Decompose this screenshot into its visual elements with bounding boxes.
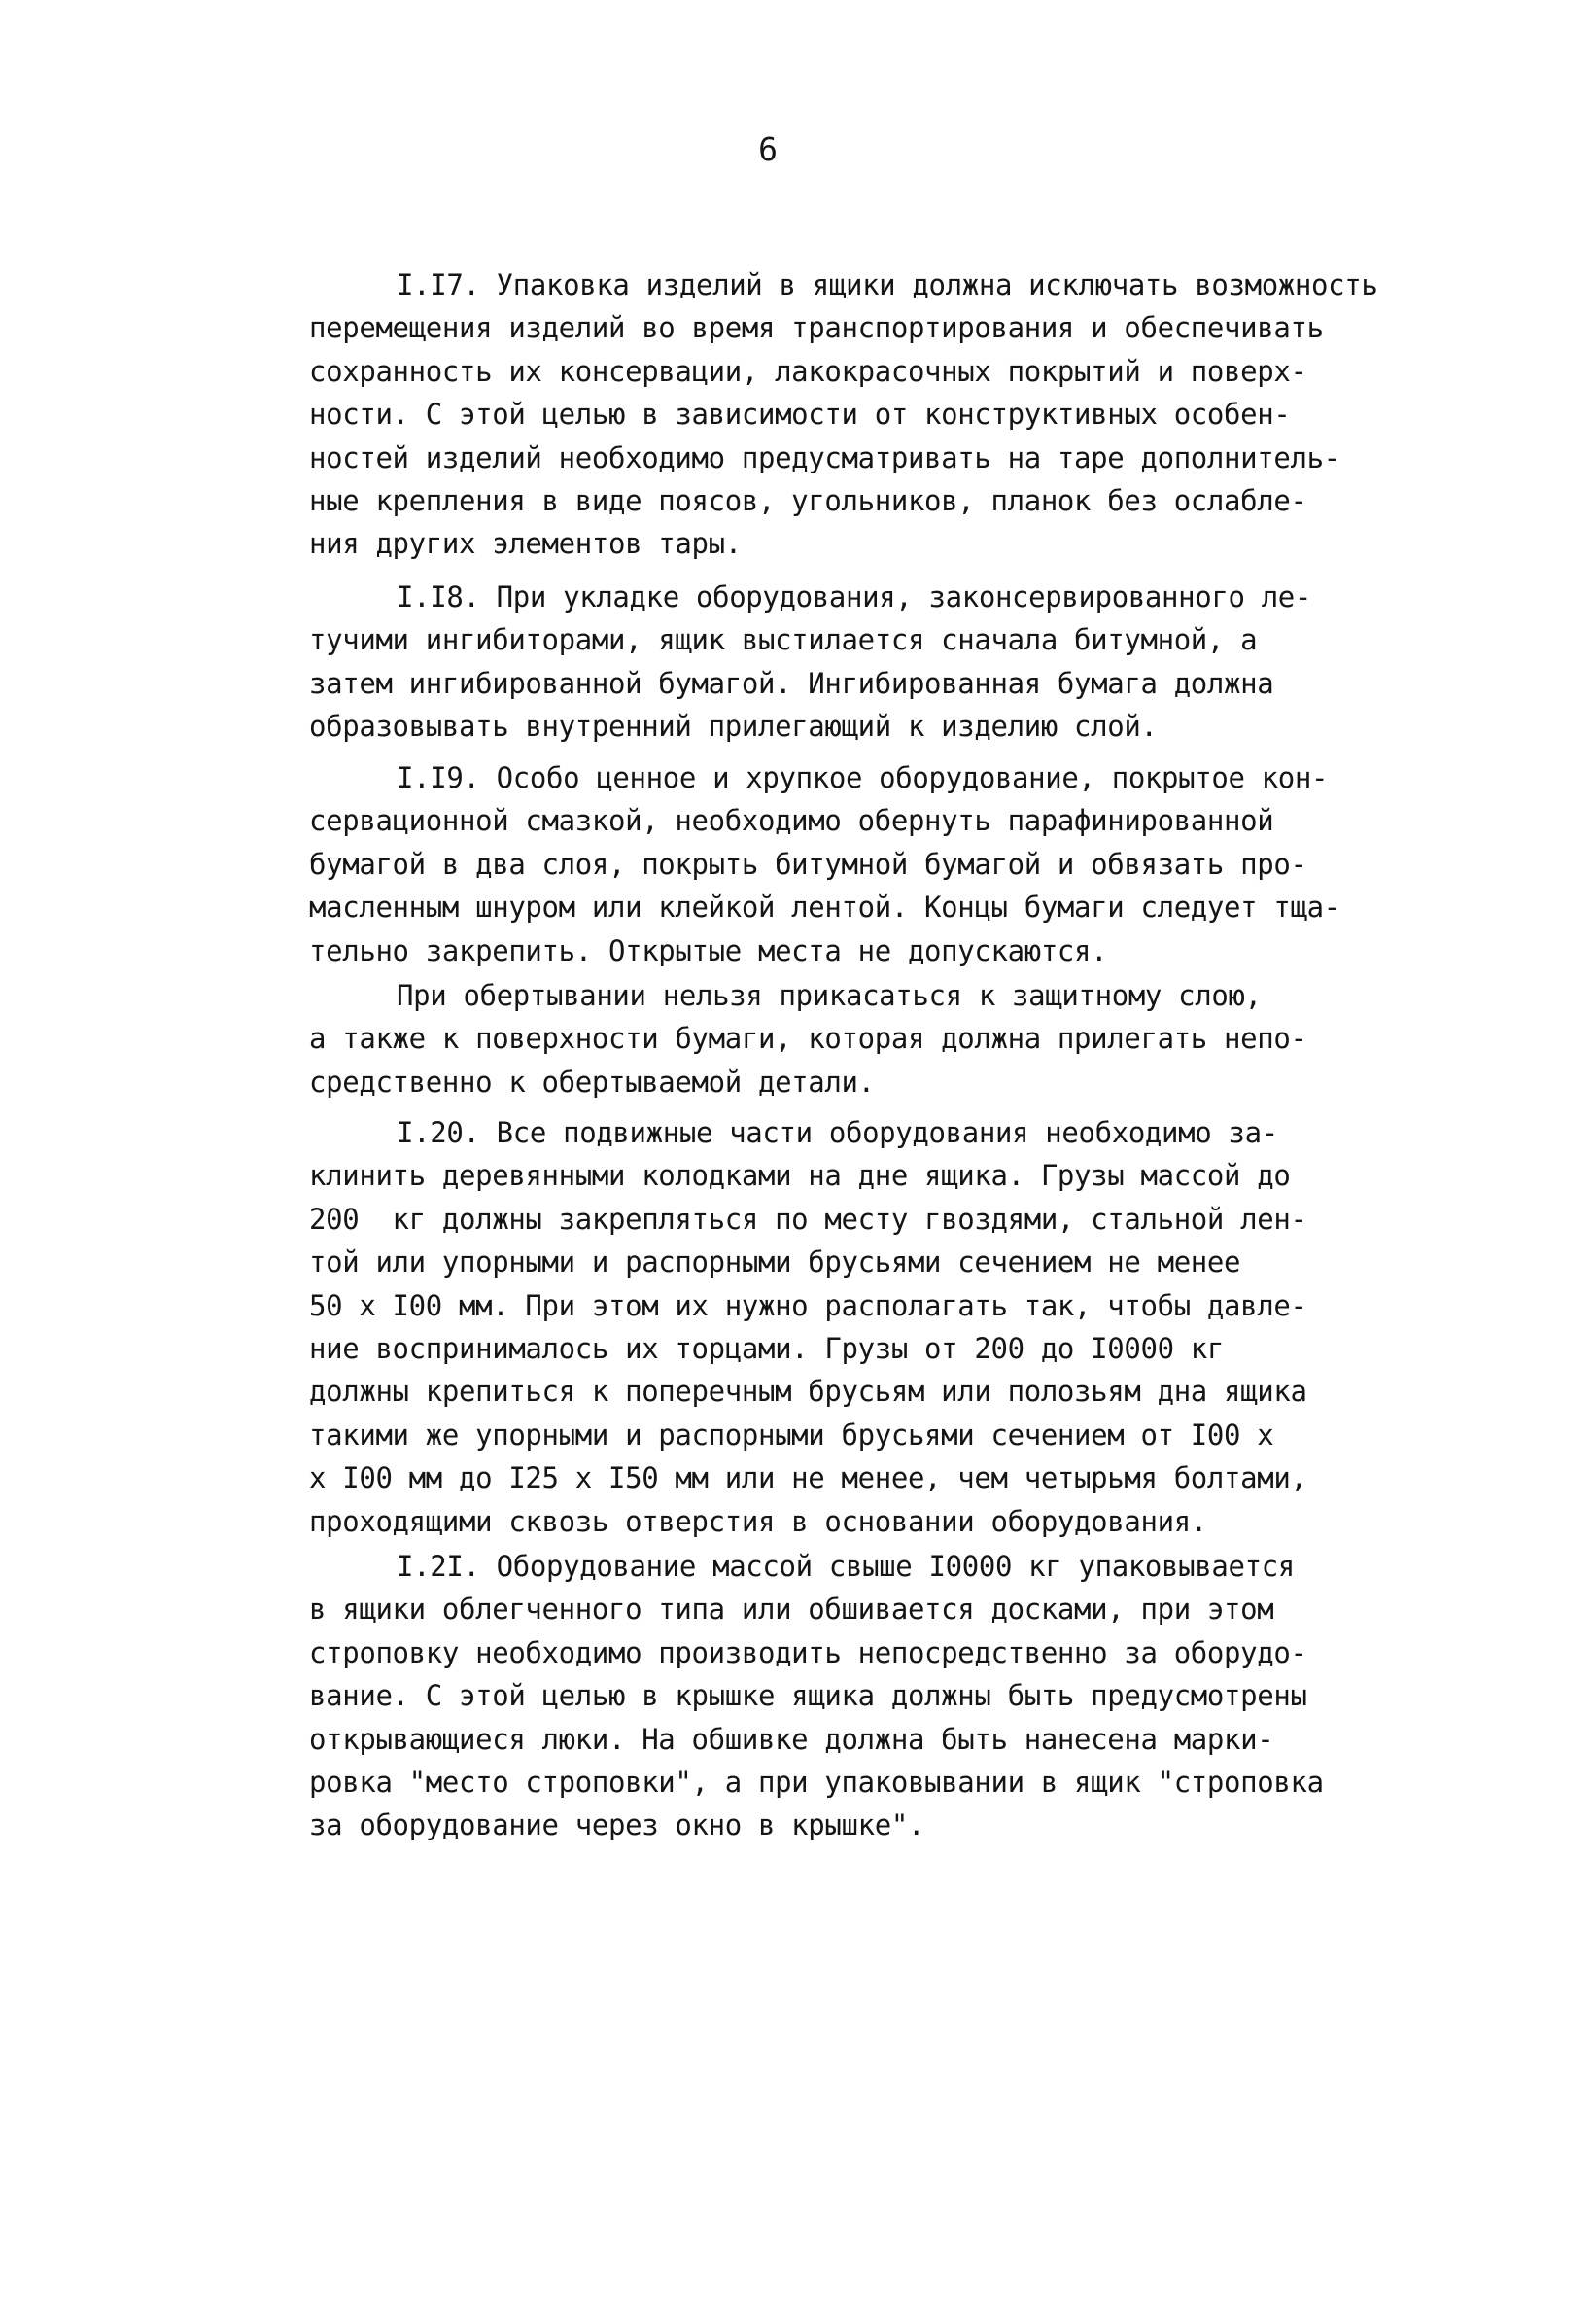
text-line: а также к поверхности бумаги, которая должна прилегать непо- <box>309 1022 1307 1056</box>
text-line: При обертывании нельзя прикасаться к защитному слою, <box>397 979 1262 1012</box>
text-line: такими же упорными и распорными брусьями сечением от I00 х <box>309 1418 1274 1452</box>
text-line: 50 х I00 мм. При этом их нужно располагать так, чтобы давле- <box>309 1288 1307 1322</box>
text-line: средственно к обертываемой детали. <box>309 1065 875 1099</box>
text-line: ные крепления в виде поясов, угольников, планок без ослабле- <box>309 483 1307 517</box>
text-line: I.2I. Оборудование массой свыше I0000 кг упаковывается <box>397 1550 1295 1583</box>
text-line: масленным шнуром или клейкой лентой. Концы бумаги следует тща- <box>309 891 1340 925</box>
paragraph-1-19 <box>309 756 1439 972</box>
paragraph-1-18 <box>309 576 1439 749</box>
text-line: I.20. Все подвижные части оборудования необходимо за- <box>397 1116 1278 1149</box>
text-line: ности. С этой целью в зависимости от конструктивных особен- <box>309 398 1291 432</box>
text-line: затем ингибированной бумагой. Ингибированная бумага должна <box>309 666 1274 700</box>
text-line: I.I7. Упаковка изделий в ящики должна исключать возможность <box>397 268 1378 301</box>
page-number: 6 <box>758 130 778 168</box>
text-line: сервационной смазкой, необходимо обернуть парафинированной <box>309 804 1274 838</box>
paragraph-1-19-continued <box>309 974 1439 1103</box>
paragraph-1-21 <box>309 1545 1439 1847</box>
text-line: должны крепиться к поперечным брусьям или полозьям дна ящика <box>309 1375 1307 1409</box>
text-line: бумагой в два слоя, покрыть битумной бумагой и обвязать про- <box>309 847 1307 881</box>
text-line: за оборудование через окно в крышке". <box>309 1808 925 1842</box>
text-line: ние воспринималось их торцами. Грузы от 200 до I0000 кг <box>309 1331 1225 1365</box>
text-line: сохранность их консервации, лакокрасочных покрытий и поверх- <box>309 354 1307 388</box>
text-line: х I00 мм до I25 х I50 мм или не менее, чем четырьмя болтами, <box>309 1461 1307 1495</box>
text-line: проходящими сквозь отверстия в основании оборудования. <box>309 1504 1207 1538</box>
text-line: ностей изделий необходимо предусматривать на таре дополнитель- <box>309 440 1340 474</box>
text-line: строповку необходимо производить непосредственно за оборудо- <box>309 1635 1307 1669</box>
text-line: тучими ингибиторами, ящик выстилается сначала битумной, а <box>309 623 1258 657</box>
text-line: перемещения изделий во время транспортирования и обеспечивать <box>309 311 1324 345</box>
text-line: в ящики облегченного типа или обшивается досками, при этом <box>309 1593 1274 1627</box>
text-line: ния других элементов тары. <box>309 527 742 561</box>
text-line: той или упорными и распорными брусьями сечением не менее <box>309 1245 1241 1279</box>
text-line: образовывать внутренний прилегающий к изделию слой. <box>309 710 1158 744</box>
paragraph-1-17 <box>309 263 1439 566</box>
text-line: открывающиеся люки. На обшивке должна быть нанесена марки- <box>309 1722 1274 1756</box>
text-line: ровка "место строповки", а при упаковывании в ящик "строповка <box>309 1765 1324 1799</box>
text-line: 200 кг должны закрепляться по месту гвоздями, стальной лен- <box>309 1202 1307 1236</box>
text-line: клинить деревянными колодками на дне ящика. Грузы массой до <box>309 1159 1291 1193</box>
text-line: I.I9. Особо ценное и хрупкое оборудование, покрытое кон- <box>397 761 1329 794</box>
paragraph-1-20 <box>309 1111 1439 1543</box>
text-line: тельно закрепить. Открытые места не допускаются. <box>309 933 1108 967</box>
text-line: I.I8. При укладке оборудования, законсервированного ле- <box>397 580 1312 613</box>
text-line: вание. С этой целью в крышке ящика должны быть предусмотрены <box>309 1679 1307 1713</box>
